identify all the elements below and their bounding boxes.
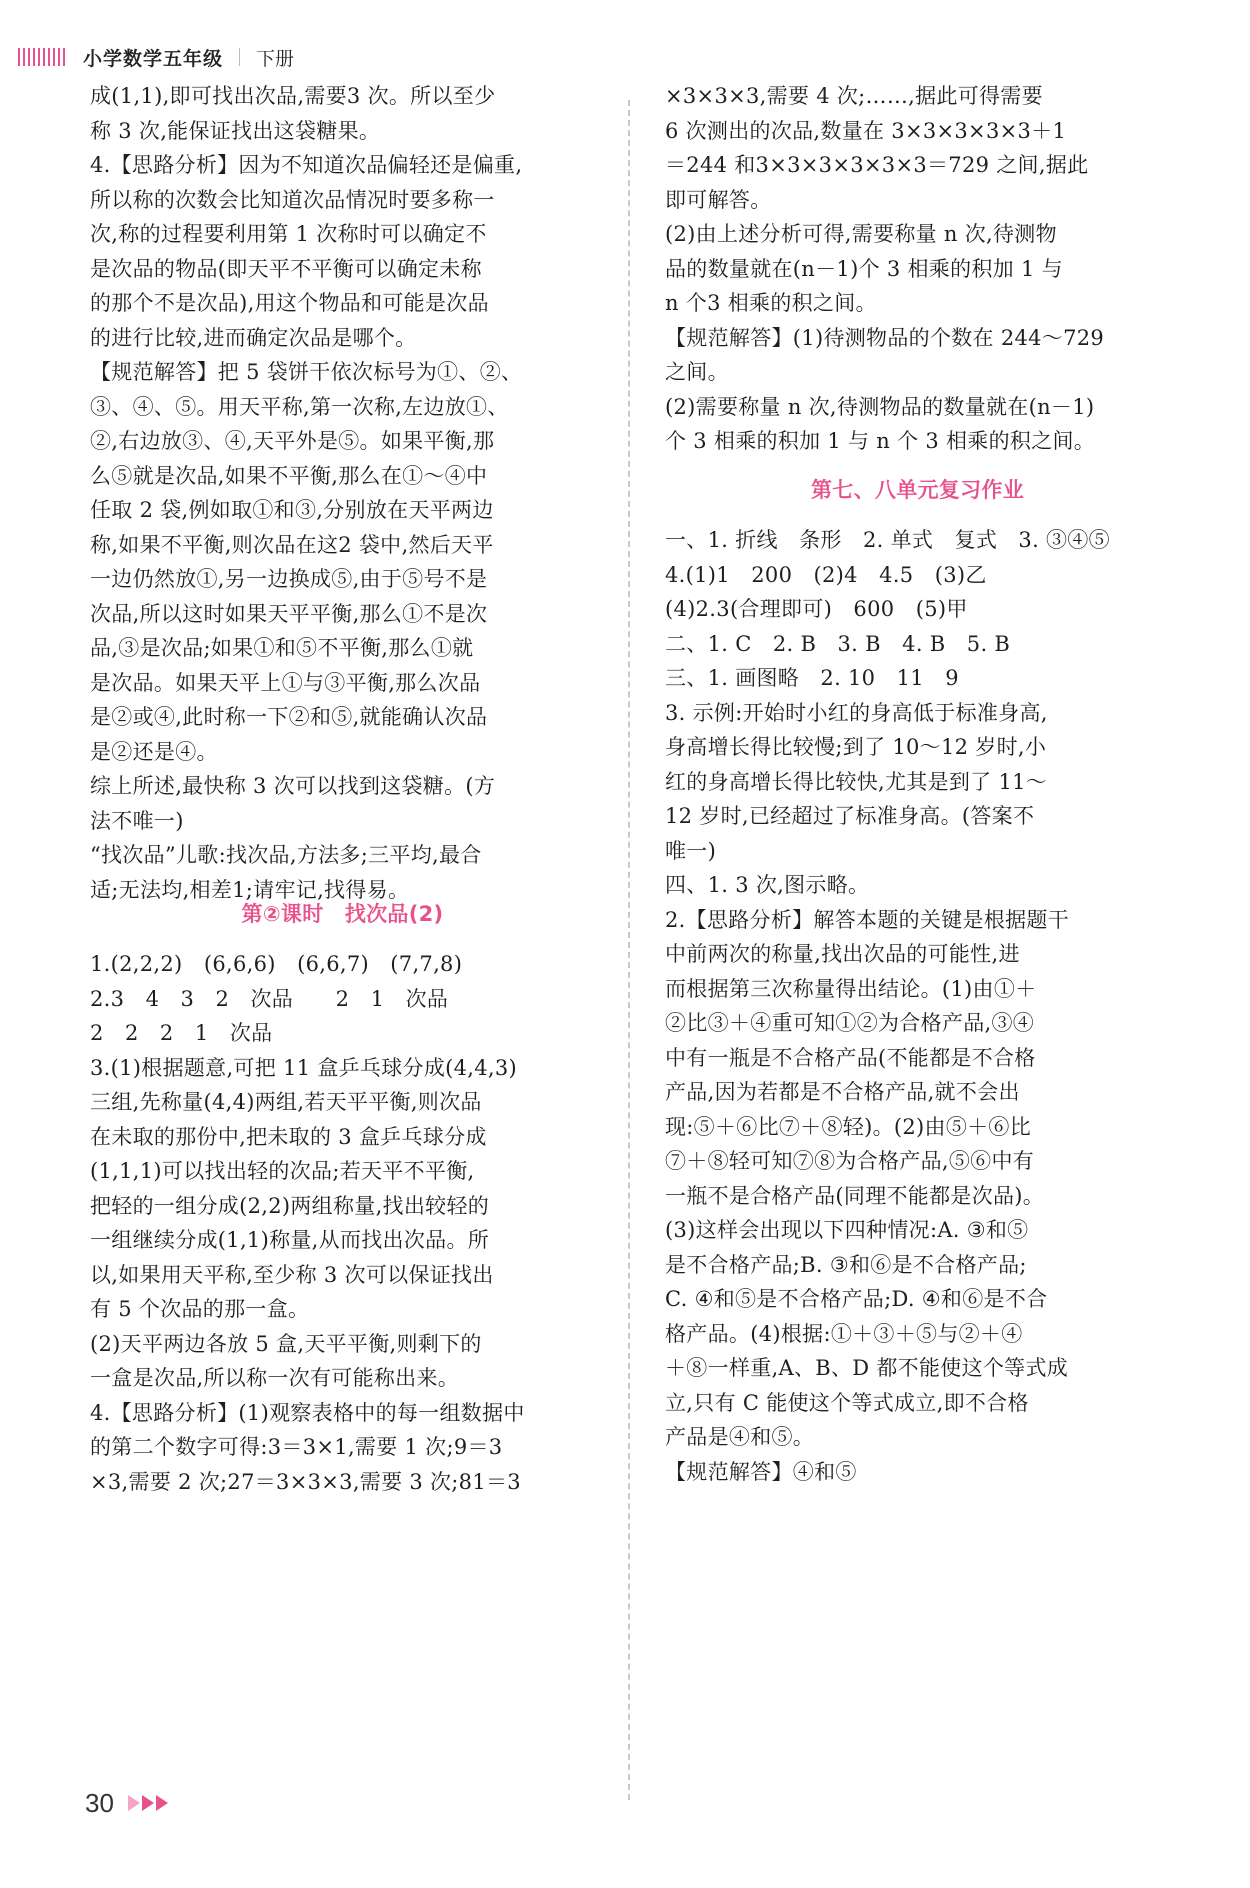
text-line: 2 2 2 1 次品 [90, 1021, 273, 1045]
text-line: 而根据第三次称量得出结论。(1)由①＋ [665, 976, 1037, 1001]
text-line: 立,只有 C 能使这个等式成立,即不合格 [665, 1390, 1029, 1415]
text-line: 是②还是④。 [90, 739, 218, 764]
text-line: ＝244 和3×3×3×3×3×3＝729 之间,据此 [665, 153, 1089, 177]
text-line: 的那个不是次品),用这个物品和可能是次品 [90, 291, 489, 315]
text-line: 是②或④,此时称一下②和⑤,就能确认次品 [90, 705, 488, 729]
text-line: (2)需要称量 n 次,待测物品的数量就在(n－1) [665, 394, 1095, 419]
section-heading: 第七、八单元复习作业 [811, 478, 1024, 502]
text-line: 之间。 [665, 360, 729, 384]
text-line: 的第二个数字可得:3＝3×1,需要 1 次;9＝3 [90, 1435, 503, 1459]
text-line: 12 岁时,已经超过了标准身高。(答案不 [665, 804, 1035, 828]
text-line: 成(1,1),即可找出次品,需要3 次。所以至少 [90, 84, 496, 108]
text-line: ×3,需要 2 次;27＝3×3×3,需要 3 次;81＝3 [90, 1469, 521, 1494]
text-line: ③、④、⑤。用天平称,第一次称,左边放①、 [90, 394, 509, 419]
text-line: (4)2.3(合理即可) 600 (5)甲 [665, 597, 968, 621]
text-line: C. ④和⑤是不合格产品;D. ④和⑥是不合 [665, 1287, 1048, 1311]
text-line: ＋⑧一样重,A、B、D 都不能使这个等式成 [665, 1356, 1069, 1380]
text-line: 三、1. 画图略 2. 10 11 9 [665, 666, 959, 690]
header-separator [239, 48, 240, 66]
section-heading: 第②课时 找次品(2) [241, 902, 444, 926]
text-line: 所以称的次数会比知道次品情况时要多称一 [90, 187, 495, 212]
text-line: 中前两次的称量,找出次品的可能性,进 [665, 942, 1020, 966]
text-line: ②比③＋④重可知①②为合格产品,③④ [665, 1011, 1035, 1035]
volume-label: 下册 [256, 47, 295, 70]
text-line: 4.【思路分析】(1)观察表格中的每一组数据中 [90, 1400, 525, 1425]
text-line: 称 3 次,能保证找出这袋糖果。 [90, 118, 381, 143]
text-line: 综上所述,最快称 3 次可以找到这袋糖。(方 [90, 774, 496, 798]
text-line: 四、1. 3 次,图示略。 [665, 873, 870, 897]
text-line: 法不唯一) [90, 808, 184, 833]
text-line: (3)这样会出现以下四种情况:A. ③和⑤ [665, 1218, 1029, 1242]
text-line: 是次品。如果天平上①与③平衡,那么次品 [90, 670, 481, 695]
page-number: 30 [85, 1788, 114, 1818]
text-line: 【规范解答】④和⑤ [665, 1459, 857, 1484]
text-line: 一、1. 折线 条形 2. 单式 复式 3. ③④⑤ [665, 528, 1110, 552]
text-line: 中有一瓶是不合格产品(不能都是不合格 [665, 1045, 1036, 1070]
text-line: 的进行比较,进而确定次品是哪个。 [90, 325, 417, 350]
text-line: 有 5 个次品的那一盒。 [90, 1297, 310, 1321]
text-line: 品,③是次品;如果①和⑤不平衡,那么①就 [90, 636, 474, 660]
text-line: ×3×3×3,需要 4 次;……,据此可得需要 [665, 84, 1043, 108]
text-line: 2.【思路分析】解答本题的关键是根据题干 [665, 907, 1070, 932]
text-line: 把轻的一组分成(2,2)两组称量,找出较轻的 [90, 1193, 490, 1218]
book-title: 小学数学五年级 [83, 47, 224, 70]
text-line: 即可解答。 [665, 187, 772, 212]
text-line: 称,如果不平衡,则次品在这2 袋中,然后天平 [90, 532, 494, 557]
text-line: 6 次测出的次品,数量在 3×3×3×3×3＋1 [665, 118, 1067, 143]
text-line: 次,称的过程要利用第 1 次称时可以确定不 [90, 222, 487, 246]
text-line: (2)天平两边各放 5 盒,天平平衡,则剩下的 [90, 1331, 482, 1356]
page-header [18, 42, 294, 72]
text-line: (2)由上述分析可得,需要称量 n 次,待测物 [665, 222, 1057, 246]
text-line: 1.(2,2,2) (6,6,6) (6,6,7) (7,7,8) [90, 952, 463, 976]
text-line: 2.3 4 3 2 次品 2 1 次品 [90, 986, 449, 1011]
text-line: 红的身高增长得比较快,尤其是到了 11～ [665, 769, 1048, 794]
text-line: 身高增长得比较慢;到了 10～12 岁时,小 [665, 735, 1047, 759]
text-line: 是不合格产品;B. ③和⑥是不合格产品; [665, 1252, 1027, 1277]
text-line: 一边仍然放①,另一边换成⑤,由于⑤号不是 [90, 567, 488, 591]
text-line: 产品是④和⑤。 [665, 1425, 815, 1449]
text-line: ②,右边放③、④,天平外是⑤。如果平衡,那 [90, 429, 495, 453]
header-stripe-decoration [18, 48, 65, 66]
text-line: 3.(1)根据题意,可把 11 盒乒乓球分成(4,4,3) [90, 1055, 518, 1080]
page-arrow-icons [128, 1795, 168, 1811]
text-line: 唯一) [665, 838, 717, 863]
text-line: 么⑤就是次品,如果不平衡,那么在①～④中 [90, 463, 488, 488]
text-line: 是次品的物品(即天平不平衡可以确定未称 [90, 256, 482, 281]
text-line: 任取 2 袋,例如取①和③,分别放在天平两边 [90, 498, 494, 522]
text-line: ⑦＋⑧轻可知⑦⑧为合格产品,⑤⑥中有 [665, 1149, 1035, 1173]
text-line: 【规范解答】把 5 袋饼干依次标号为①、②、 [90, 360, 523, 384]
text-line: 次品,所以这时如果天平平衡,那么①不是次 [90, 601, 488, 626]
text-line: 三组,先称量(4,4)两组,若天平平衡,则次品 [90, 1090, 482, 1114]
text-line: 在未取的那份中,把未取的 3 盒乒乓球分成 [90, 1124, 487, 1149]
text-line: 现:⑤＋⑥比⑦＋⑧轻)。(2)由⑤＋⑥比 [665, 1114, 1032, 1139]
text-line: 产品,因为若都是不合格产品,就不会出 [665, 1080, 1020, 1104]
column-divider [628, 100, 630, 1800]
text-line: (1,1,1)可以找出轻的次品;若天平不平衡, [90, 1159, 475, 1183]
text-line: 个 3 相乘的积加 1 与 n 个 3 相乘的积之间。 [665, 429, 1096, 453]
text-line: 品的数量就在(n－1)个 3 相乘的积加 1 与 [665, 256, 1063, 281]
text-line: 【规范解答】(1)待测物品的个数在 244～729 [665, 325, 1105, 350]
text-line: 4.(1)1 200 (2)4 4.5 (3)乙 [665, 562, 987, 587]
text-line: 以,如果用天平称,至少称 3 次可以保证找出 [90, 1262, 494, 1287]
text-line: 4.【思路分析】因为不知道次品偏轻还是偏重, [90, 153, 523, 177]
text-line: 一盒是次品,所以称一次有可能称出来。 [90, 1366, 460, 1390]
text-line: 二、1. C 2. B 3. B 4. B 5. B [665, 631, 1011, 656]
text-line: 格产品。(4)根据:①＋③＋⑤与②＋④ [665, 1321, 1023, 1346]
text-line: 3. 示例:开始时小红的身高低于标准身高, [665, 700, 1048, 725]
text-line: 一瓶不是合格产品(同理不能都是次品)。 [665, 1183, 1045, 1208]
text-line: “找次品”儿歌:找次品,方法多;三平均,最合 [90, 843, 482, 867]
text-line: 适;无法均,相差1;请牢记,找得易。 [90, 877, 410, 902]
text-line: 一组继续分成(1,1)称量,从而找出次品。所 [90, 1228, 490, 1252]
text-line: n 个3 相乘的积之间。 [665, 291, 877, 315]
